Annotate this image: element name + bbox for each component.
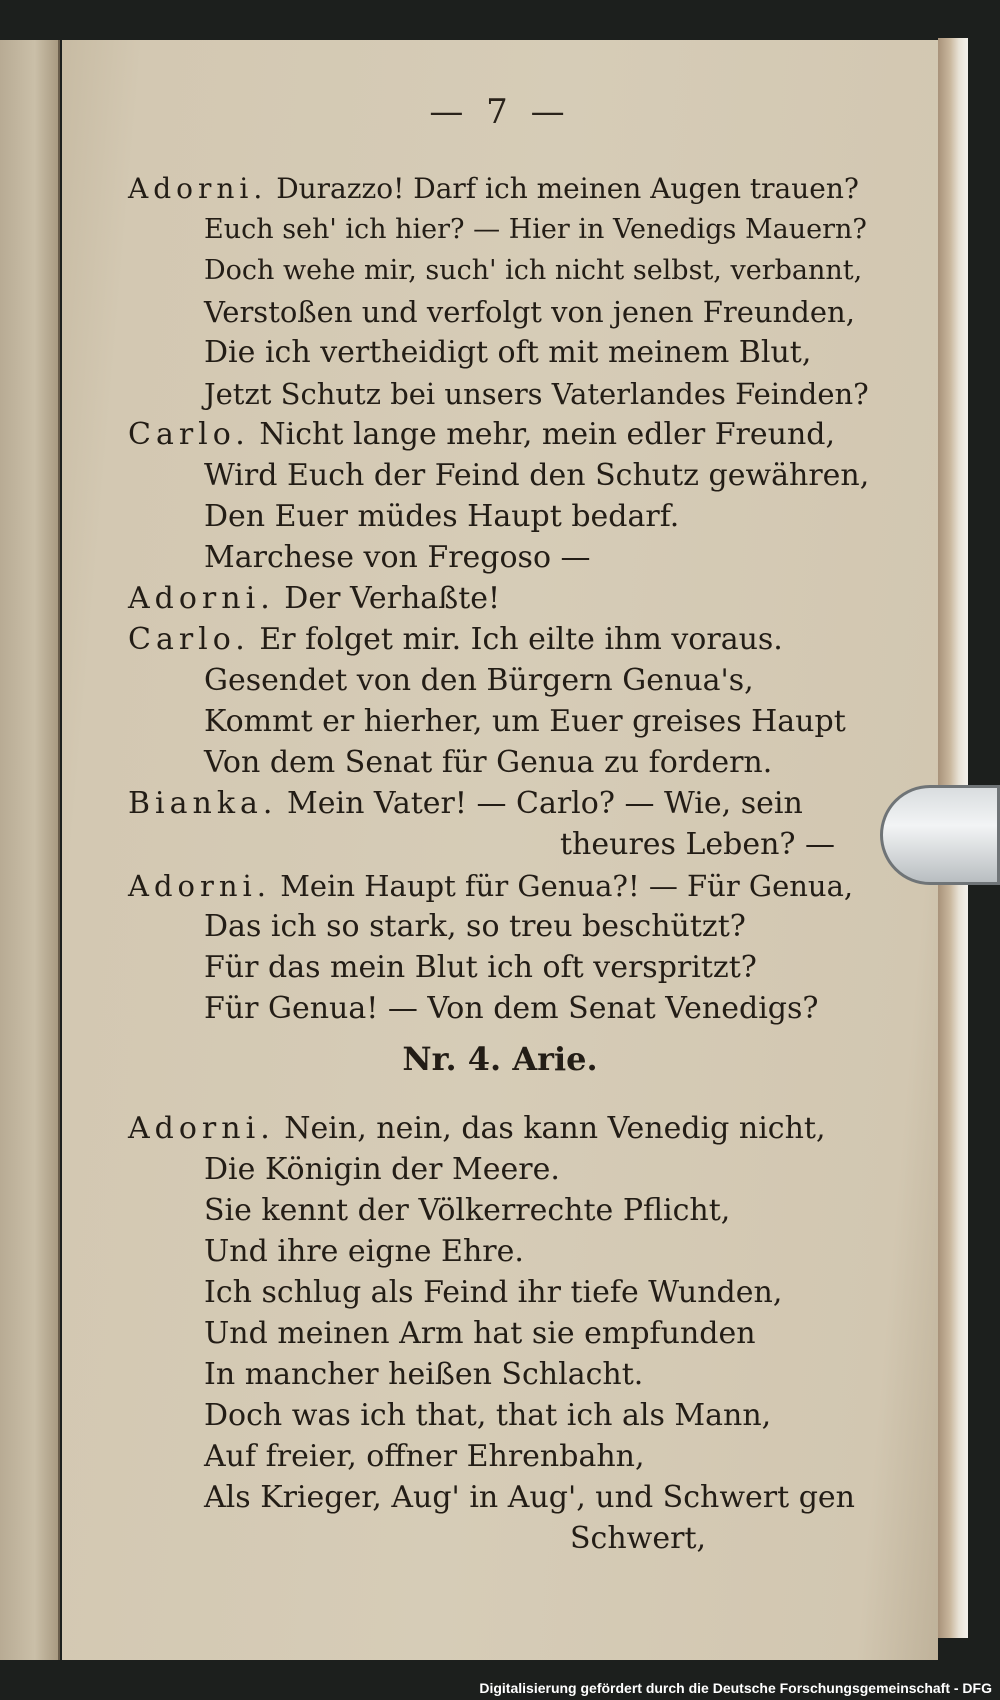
text-line bbox=[204, 949, 757, 987]
verse-text: Doch wehe mir, such' ich nicht selbst, verbannt, bbox=[204, 255, 863, 286]
text-line bbox=[204, 375, 869, 413]
verse-text: Die ich vertheidigt oft mit meinem Blut, bbox=[204, 335, 812, 370]
text-line bbox=[204, 334, 811, 372]
text-line bbox=[204, 662, 754, 700]
verse-text: Nicht lange mehr, mein edler Freund, bbox=[259, 417, 836, 452]
verse-text: Ich schlug als Feind ihr tiefe Wunden, bbox=[204, 1275, 783, 1310]
verse-text: Sie kennt der Völkerrechte Pflicht, bbox=[204, 1193, 731, 1228]
text-line bbox=[204, 211, 867, 249]
verse-text: Für Genua! — Von dem Senat Venedigs? bbox=[204, 991, 819, 1026]
verse-text: Er folget mir. Ich eilte ihm voraus. bbox=[259, 622, 783, 657]
text-line bbox=[204, 1438, 645, 1476]
verse-text: Mein Vater! — Carlo? — Wie, sein bbox=[287, 786, 803, 821]
text-line bbox=[204, 1233, 524, 1271]
paper-clip bbox=[880, 785, 1000, 885]
text-line bbox=[204, 539, 591, 577]
text-line bbox=[128, 1110, 826, 1148]
text-line bbox=[128, 621, 783, 659]
verse-text: In mancher heißen Schlacht. bbox=[204, 1357, 644, 1392]
text-line bbox=[204, 1356, 643, 1394]
text-line bbox=[204, 908, 746, 946]
verse-text: Auf freier, offner Ehrenbahn, bbox=[204, 1439, 645, 1474]
verse-text: Mein Haupt für Genua?! — Für Genua, bbox=[280, 869, 854, 903]
text-line bbox=[204, 1192, 730, 1230]
section-heading: Nr. 4. Arie. bbox=[402, 1040, 598, 1078]
text-line bbox=[560, 826, 835, 864]
text-line bbox=[204, 498, 679, 536]
verse-text: Von dem Senat für Genua zu fordern. bbox=[204, 745, 773, 780]
page-number: — 7 — bbox=[429, 92, 571, 132]
text-line bbox=[204, 457, 869, 495]
text-line bbox=[570, 1520, 706, 1558]
speaker-name: Carlo. bbox=[128, 622, 250, 657]
text-line bbox=[204, 1479, 855, 1517]
text-line bbox=[204, 744, 772, 782]
digitization-credit: Digitalisierung gefördert durch die Deutsche Forschungsgemeinschaft - DFG bbox=[479, 1680, 992, 1696]
verse-text: Doch was ich that, that ich als Mann, bbox=[204, 1398, 772, 1433]
text-line bbox=[204, 1274, 782, 1312]
speaker-name: Adorni. bbox=[128, 1111, 275, 1146]
verse-text: Durazzo! Darf ich meinen Augen trauen? bbox=[276, 172, 859, 205]
text-line bbox=[204, 252, 862, 290]
verse-text: Verstoßen und verfolgt von jenen Freunden, bbox=[204, 295, 855, 329]
verse-text: Schwert, bbox=[570, 1521, 707, 1556]
verse-text: Kommt er hierher, um Euer greises Haupt bbox=[204, 704, 846, 739]
verse-text: Nein, nein, das kann Venedig nicht, bbox=[284, 1111, 826, 1146]
text-line bbox=[204, 1151, 560, 1189]
speaker-name: Adorni. bbox=[128, 172, 268, 205]
speaker-name: Carlo. bbox=[128, 417, 250, 452]
text-line bbox=[204, 990, 819, 1028]
text-line bbox=[204, 1315, 756, 1353]
speaker-name: Adorni. bbox=[128, 869, 271, 903]
verse-text: Jetzt Schutz bei unsers Vaterlandes Feinden? bbox=[204, 377, 869, 411]
verse-text: Der Verhaßte! bbox=[284, 581, 501, 616]
speaker-name: Bianka. bbox=[128, 786, 278, 821]
text-line bbox=[128, 416, 835, 454]
verse-text: Und ihre eigne Ehre. bbox=[204, 1234, 524, 1269]
verse-text: Euch seh' ich hier? — Hier in Venedigs Mauern? bbox=[204, 214, 867, 245]
verse-text: theures Leben? — bbox=[560, 827, 836, 862]
verse-text: Wird Euch der Feind den Schutz gewähren, bbox=[204, 458, 870, 493]
speaker-name: Adorni. bbox=[128, 581, 275, 616]
text-line bbox=[128, 867, 853, 905]
verse-text: Gesendet von den Bürgern Genua's, bbox=[204, 663, 754, 698]
text-line bbox=[204, 703, 846, 741]
verse-text: Und meinen Arm hat sie empfunden bbox=[204, 1316, 756, 1351]
verse-text: Als Krieger, Aug' in Aug', und Schwert gen bbox=[204, 1480, 856, 1515]
text-line bbox=[204, 293, 855, 331]
text-line bbox=[128, 170, 859, 208]
verse-text: Die Königin der Meere. bbox=[204, 1152, 560, 1187]
text-line bbox=[128, 580, 500, 618]
text-line bbox=[128, 785, 803, 823]
verse-text: Für das mein Blut ich oft verspritzt? bbox=[204, 950, 757, 985]
verse-text: Das ich so stark, so treu beschützt? bbox=[204, 909, 746, 944]
verse-text: Marchese von Fregoso — bbox=[204, 540, 591, 575]
left-page-edge bbox=[0, 40, 60, 1660]
text-line bbox=[204, 1397, 771, 1435]
verse-text: Den Euer müdes Haupt bedarf. bbox=[204, 499, 680, 534]
